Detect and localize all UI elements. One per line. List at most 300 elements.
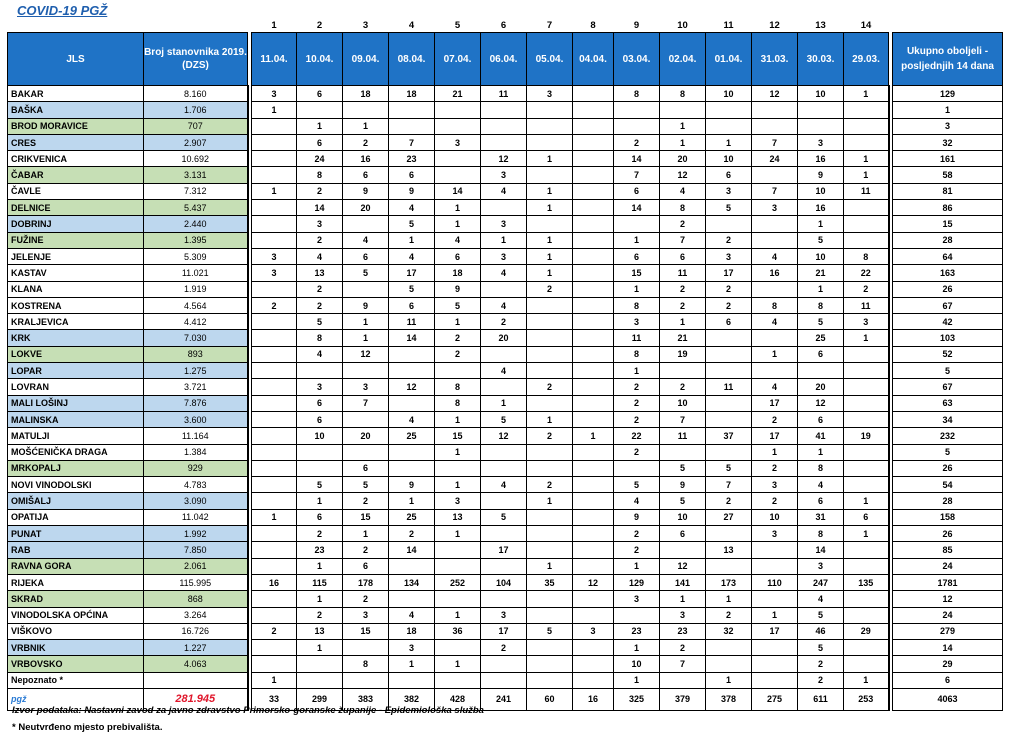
municipality-name: RAVNA GORA — [8, 558, 144, 574]
day-count-cell — [614, 216, 660, 232]
day-count-cell: 6 — [389, 297, 435, 313]
total-cell: 42 — [893, 314, 1003, 330]
day-count-cell: 24 — [297, 151, 343, 167]
day-count-cell: 2 — [660, 281, 706, 297]
column-number: 6 — [500, 19, 507, 31]
total-cell: 67 — [893, 379, 1003, 395]
day-count-cell: 19 — [660, 346, 706, 362]
column-number: 5 — [454, 19, 461, 31]
municipality-name: KOSTRENA — [8, 297, 144, 313]
total-cell: 54 — [893, 477, 1003, 493]
covid-table — [7, 18, 1003, 711]
day-count-cell — [752, 672, 798, 688]
day-count-cell — [527, 607, 573, 623]
day-count-cell: 9 — [343, 183, 389, 199]
day-count-cell: 1 — [343, 526, 389, 542]
day-count-cell — [343, 363, 389, 379]
day-count-cell — [798, 363, 844, 379]
day-count-cell — [660, 363, 706, 379]
day-count-cell — [527, 460, 573, 476]
column-number: 7 — [546, 19, 553, 31]
day-count-cell: 3 — [343, 607, 389, 623]
day-count-cell: 4 — [389, 607, 435, 623]
date-header: 31.03. — [752, 33, 798, 86]
total-cell: 34 — [893, 411, 1003, 427]
day-count-cell: 17 — [752, 395, 798, 411]
day-count-cell: 3 — [798, 134, 844, 150]
day-count-cell — [573, 656, 614, 672]
municipality-name: VRBOVSKO — [8, 656, 144, 672]
day-count-cell: 17 — [752, 623, 798, 639]
day-count-cell — [389, 672, 435, 688]
day-count-cell: 1 — [527, 493, 573, 509]
population-cell: 11.164 — [144, 428, 248, 444]
day-count-cell: 27 — [706, 509, 752, 525]
day-sum-cell: 299 — [297, 688, 343, 710]
day-count-cell: 3 — [706, 248, 752, 264]
day-count-cell: 2 — [614, 411, 660, 427]
population-cell: 868 — [144, 591, 248, 607]
day-count-cell: 37 — [706, 428, 752, 444]
day-count-cell — [527, 297, 573, 313]
day-count-cell — [706, 330, 752, 346]
day-count-cell: 24 — [752, 151, 798, 167]
day-count-cell: 18 — [343, 86, 389, 102]
table-row — [8, 86, 1003, 102]
day-count-cell — [527, 656, 573, 672]
day-count-cell: 4 — [481, 183, 527, 199]
municipality-name: SKRAD — [8, 591, 144, 607]
total-cell: 279 — [893, 623, 1003, 639]
day-count-cell — [573, 216, 614, 232]
day-count-cell — [252, 493, 297, 509]
column-number: 11 — [723, 19, 734, 31]
total-cell: 14 — [893, 640, 1003, 656]
source-note: Izvor podataka: Nastavni zavod za javno zdravstvo Primorsko-goranske županije - Epidemiološka služba — [12, 705, 484, 716]
day-count-cell: 19 — [844, 428, 889, 444]
day-count-cell — [481, 526, 527, 542]
day-count-cell: 12 — [481, 428, 527, 444]
day-count-cell — [752, 558, 798, 574]
day-count-cell: 2 — [343, 493, 389, 509]
day-count-cell: 4 — [297, 248, 343, 264]
total-cell: 63 — [893, 395, 1003, 411]
day-count-cell — [252, 330, 297, 346]
total-cell: 163 — [893, 265, 1003, 281]
date-header: 09.04. — [343, 33, 389, 86]
municipality-name: LOVRAN — [8, 379, 144, 395]
day-count-cell: 2 — [614, 542, 660, 558]
day-count-cell — [573, 102, 614, 118]
municipality-name: VINODOLSKA OPĆINA — [8, 607, 144, 623]
day-count-cell — [252, 411, 297, 427]
day-sum-cell: 253 — [844, 688, 889, 710]
day-count-cell: 5 — [481, 411, 527, 427]
day-count-cell: 1 — [343, 118, 389, 134]
column-number: 1 — [271, 19, 277, 31]
day-count-cell: 1 — [798, 444, 844, 460]
day-count-cell: 5 — [798, 607, 844, 623]
day-count-cell: 3 — [527, 86, 573, 102]
day-count-cell — [844, 134, 889, 150]
day-count-cell: 46 — [798, 623, 844, 639]
day-count-cell: 2 — [297, 607, 343, 623]
table-row — [8, 314, 1003, 330]
municipality-name: MOŠĆENIČKA DRAGA — [8, 444, 144, 460]
day-count-cell: 14 — [614, 200, 660, 216]
day-count-cell: 1 — [527, 265, 573, 281]
day-count-cell: 2 — [481, 640, 527, 656]
day-count-cell — [343, 281, 389, 297]
table-row — [8, 623, 1003, 639]
day-count-cell: 2 — [706, 297, 752, 313]
municipality-name: ČAVLE — [8, 183, 144, 199]
date-header: 03.04. — [614, 33, 660, 86]
day-count-cell: 6 — [343, 558, 389, 574]
total-cell: 26 — [893, 281, 1003, 297]
day-count-cell: 1 — [389, 656, 435, 672]
day-count-cell: 1 — [660, 314, 706, 330]
day-count-cell: 3 — [614, 591, 660, 607]
date-header: 04.04. — [573, 33, 614, 86]
day-count-cell — [844, 363, 889, 379]
day-count-cell — [614, 460, 660, 476]
total-cell: 12 — [893, 591, 1003, 607]
day-count-cell: 4 — [481, 477, 527, 493]
population-cell: 1.227 — [144, 640, 248, 656]
day-count-cell — [481, 200, 527, 216]
day-count-cell: 5 — [798, 640, 844, 656]
day-sum-cell: 325 — [614, 688, 660, 710]
day-count-cell: 4 — [435, 232, 481, 248]
day-count-cell: 4 — [798, 477, 844, 493]
day-count-cell: 3 — [798, 558, 844, 574]
day-count-cell — [252, 526, 297, 542]
day-count-cell — [435, 151, 481, 167]
day-count-cell: 12 — [481, 151, 527, 167]
day-count-cell: 2 — [614, 134, 660, 150]
total-cell: 58 — [893, 167, 1003, 183]
day-count-cell: 3 — [481, 216, 527, 232]
day-count-cell: 12 — [752, 86, 798, 102]
day-count-cell — [844, 591, 889, 607]
table-row — [8, 558, 1003, 574]
day-count-cell: 11 — [660, 265, 706, 281]
day-count-cell: 13 — [706, 542, 752, 558]
day-count-cell: 1 — [435, 607, 481, 623]
total-cell: 3 — [893, 118, 1003, 134]
day-count-cell — [389, 591, 435, 607]
population-cell: 1.919 — [144, 281, 248, 297]
day-count-cell — [752, 232, 798, 248]
table-row — [8, 265, 1003, 281]
day-count-cell — [389, 558, 435, 574]
day-count-cell: 23 — [297, 542, 343, 558]
day-count-cell — [527, 314, 573, 330]
day-count-cell: 247 — [798, 574, 844, 590]
day-count-cell: 6 — [297, 411, 343, 427]
population-cell: 8.160 — [144, 86, 248, 102]
total-cell: 86 — [893, 200, 1003, 216]
day-count-cell: 115 — [297, 574, 343, 590]
day-count-cell — [573, 591, 614, 607]
day-count-cell: 1 — [844, 330, 889, 346]
day-count-cell: 2 — [752, 411, 798, 427]
day-count-cell: 2 — [660, 297, 706, 313]
table-row — [8, 591, 1003, 607]
day-count-cell — [573, 526, 614, 542]
day-count-cell: 31 — [798, 509, 844, 525]
day-sum-cell: 275 — [752, 688, 798, 710]
day-count-cell — [435, 591, 481, 607]
day-count-cell: 6 — [798, 493, 844, 509]
day-count-cell — [573, 232, 614, 248]
day-sum-cell: 60 — [527, 688, 573, 710]
population-cell — [144, 672, 248, 688]
day-count-cell: 5 — [706, 460, 752, 476]
day-count-cell: 8 — [614, 297, 660, 313]
population-cell: 5.309 — [144, 248, 248, 264]
population-sum: 281.945 — [144, 688, 248, 710]
day-count-cell: 5 — [343, 265, 389, 281]
day-count-cell — [706, 363, 752, 379]
day-count-cell: 3 — [481, 248, 527, 264]
jls-header: JLS — [8, 33, 144, 86]
page-title[interactable]: COVID-19 PGŽ — [17, 3, 108, 18]
day-count-cell — [481, 558, 527, 574]
column-number: 4 — [408, 19, 415, 31]
day-count-cell: 1 — [252, 509, 297, 525]
day-count-cell: 8 — [660, 200, 706, 216]
table-row — [8, 330, 1003, 346]
population-cell: 3.131 — [144, 167, 248, 183]
day-count-cell — [343, 102, 389, 118]
day-count-cell: 1 — [389, 493, 435, 509]
population-cell: 893 — [144, 346, 248, 362]
day-count-cell: 1 — [252, 672, 297, 688]
day-count-cell: 15 — [343, 509, 389, 525]
table-row — [8, 346, 1003, 362]
day-count-cell: 6 — [297, 86, 343, 102]
day-count-cell: 14 — [435, 183, 481, 199]
municipality-name: KLANA — [8, 281, 144, 297]
total-header: Ukupno oboljeli - posljednjih 14 dana — [893, 33, 1003, 86]
day-count-cell: 14 — [389, 330, 435, 346]
day-count-cell: 2 — [252, 297, 297, 313]
total-cell: 85 — [893, 542, 1003, 558]
day-count-cell — [481, 460, 527, 476]
table-row — [8, 281, 1003, 297]
day-count-cell: 29 — [844, 623, 889, 639]
day-count-cell — [573, 607, 614, 623]
population-cell: 1.992 — [144, 526, 248, 542]
population-cell: 3.264 — [144, 607, 248, 623]
day-count-cell: 1 — [252, 183, 297, 199]
day-count-cell — [527, 216, 573, 232]
day-count-cell: 2 — [527, 281, 573, 297]
table-row — [8, 428, 1003, 444]
day-count-cell: 23 — [660, 623, 706, 639]
day-count-cell: 10 — [706, 151, 752, 167]
day-count-cell: 1 — [798, 281, 844, 297]
day-count-cell: 1 — [527, 151, 573, 167]
day-count-cell — [573, 200, 614, 216]
day-count-cell: 1 — [706, 672, 752, 688]
day-count-cell: 36 — [435, 623, 481, 639]
population-cell: 16.726 — [144, 623, 248, 639]
day-count-cell: 2 — [435, 346, 481, 362]
population-cell: 11.021 — [144, 265, 248, 281]
municipality-name: NOVI VINODOLSKI — [8, 477, 144, 493]
day-count-cell — [798, 102, 844, 118]
day-count-cell — [297, 656, 343, 672]
population-cell: 7.850 — [144, 542, 248, 558]
day-count-cell: 5 — [389, 216, 435, 232]
municipality-name: BROD MORAVICE — [8, 118, 144, 134]
day-count-cell — [573, 281, 614, 297]
day-count-cell — [844, 395, 889, 411]
day-count-cell: 15 — [343, 623, 389, 639]
day-count-cell: 5 — [798, 232, 844, 248]
day-count-cell: 2 — [798, 656, 844, 672]
day-count-cell — [573, 183, 614, 199]
day-count-cell — [435, 363, 481, 379]
day-count-cell: 6 — [660, 248, 706, 264]
day-count-cell: 1 — [844, 672, 889, 688]
date-header: 30.03. — [798, 33, 844, 86]
day-count-cell — [573, 460, 614, 476]
day-count-cell: 23 — [614, 623, 660, 639]
table-row — [8, 444, 1003, 460]
day-count-cell — [573, 542, 614, 558]
day-count-cell: 4 — [752, 248, 798, 264]
day-count-cell: 1 — [527, 183, 573, 199]
municipality-name: RAB — [8, 542, 144, 558]
table-row — [8, 102, 1003, 118]
day-count-cell: 8 — [614, 346, 660, 362]
day-count-cell: 11 — [481, 86, 527, 102]
day-count-cell — [435, 672, 481, 688]
day-count-cell: 6 — [297, 509, 343, 525]
day-count-cell: 11 — [660, 428, 706, 444]
day-count-cell: 17 — [481, 623, 527, 639]
table-row — [8, 151, 1003, 167]
day-count-cell: 16 — [343, 151, 389, 167]
day-count-cell — [297, 363, 343, 379]
day-count-cell — [752, 363, 798, 379]
day-count-cell: 2 — [752, 460, 798, 476]
column-number: 13 — [815, 19, 826, 31]
day-count-cell — [706, 411, 752, 427]
total-cell: 158 — [893, 509, 1003, 525]
day-count-cell: 1 — [527, 232, 573, 248]
day-count-cell: 41 — [798, 428, 844, 444]
day-count-cell: 1 — [752, 607, 798, 623]
column-number-row — [8, 18, 1003, 33]
population-cell: 3.721 — [144, 379, 248, 395]
day-count-cell: 129 — [614, 574, 660, 590]
day-count-cell: 1 — [573, 428, 614, 444]
day-count-cell — [389, 395, 435, 411]
day-count-cell: 4 — [481, 363, 527, 379]
day-count-cell: 2 — [798, 672, 844, 688]
day-count-cell — [389, 118, 435, 134]
day-count-cell: 5 — [389, 281, 435, 297]
day-count-cell — [527, 118, 573, 134]
date-header: 07.04. — [435, 33, 481, 86]
population-cell: 1.395 — [144, 232, 248, 248]
day-count-cell: 12 — [798, 395, 844, 411]
day-count-cell — [481, 591, 527, 607]
municipality-name: MALI LOŠINJ — [8, 395, 144, 411]
table-row — [8, 248, 1003, 264]
day-count-cell: 32 — [706, 623, 752, 639]
day-count-cell: 3 — [252, 86, 297, 102]
day-count-cell — [481, 134, 527, 150]
day-count-cell: 3 — [435, 493, 481, 509]
day-count-cell: 6 — [798, 346, 844, 362]
table-row — [8, 493, 1003, 509]
day-count-cell: 1 — [706, 134, 752, 150]
total-cell: 161 — [893, 151, 1003, 167]
day-count-cell: 9 — [435, 281, 481, 297]
table-row — [8, 526, 1003, 542]
day-count-cell: 1 — [252, 102, 297, 118]
date-header: 10.04. — [297, 33, 343, 86]
population-cell: 5.437 — [144, 200, 248, 216]
day-count-cell — [844, 216, 889, 232]
municipality-name: MRKOPALJ — [8, 460, 144, 476]
day-count-cell: 5 — [297, 477, 343, 493]
day-count-cell: 3 — [252, 248, 297, 264]
population-cell: 4.783 — [144, 477, 248, 493]
day-count-cell — [527, 363, 573, 379]
day-count-cell: 1 — [435, 444, 481, 460]
table-row — [8, 395, 1003, 411]
total-cell: 232 — [893, 428, 1003, 444]
day-count-cell: 7 — [706, 477, 752, 493]
day-count-cell — [435, 118, 481, 134]
day-count-cell: 3 — [614, 314, 660, 330]
day-count-cell: 2 — [343, 542, 389, 558]
day-count-cell: 2 — [614, 395, 660, 411]
day-count-cell: 9 — [389, 477, 435, 493]
table-row — [8, 460, 1003, 476]
day-count-cell: 2 — [297, 183, 343, 199]
day-count-cell: 13 — [297, 623, 343, 639]
table-row — [8, 672, 1003, 688]
day-count-cell — [252, 281, 297, 297]
municipality-name: LOPAR — [8, 363, 144, 379]
day-count-cell: 25 — [389, 509, 435, 525]
day-count-cell: 4 — [798, 591, 844, 607]
day-count-cell — [252, 200, 297, 216]
day-count-cell — [614, 118, 660, 134]
total-cell: 5 — [893, 363, 1003, 379]
day-count-cell: 6 — [614, 248, 660, 264]
day-sum-cell: 16 — [573, 688, 614, 710]
day-count-cell — [844, 118, 889, 134]
day-count-cell: 252 — [435, 574, 481, 590]
municipality-name: OPATIJA — [8, 509, 144, 525]
day-count-cell — [481, 493, 527, 509]
day-count-cell — [573, 151, 614, 167]
day-count-cell: 1 — [844, 493, 889, 509]
day-count-cell — [573, 640, 614, 656]
day-count-cell — [573, 363, 614, 379]
day-count-cell — [844, 102, 889, 118]
day-count-cell — [752, 656, 798, 672]
